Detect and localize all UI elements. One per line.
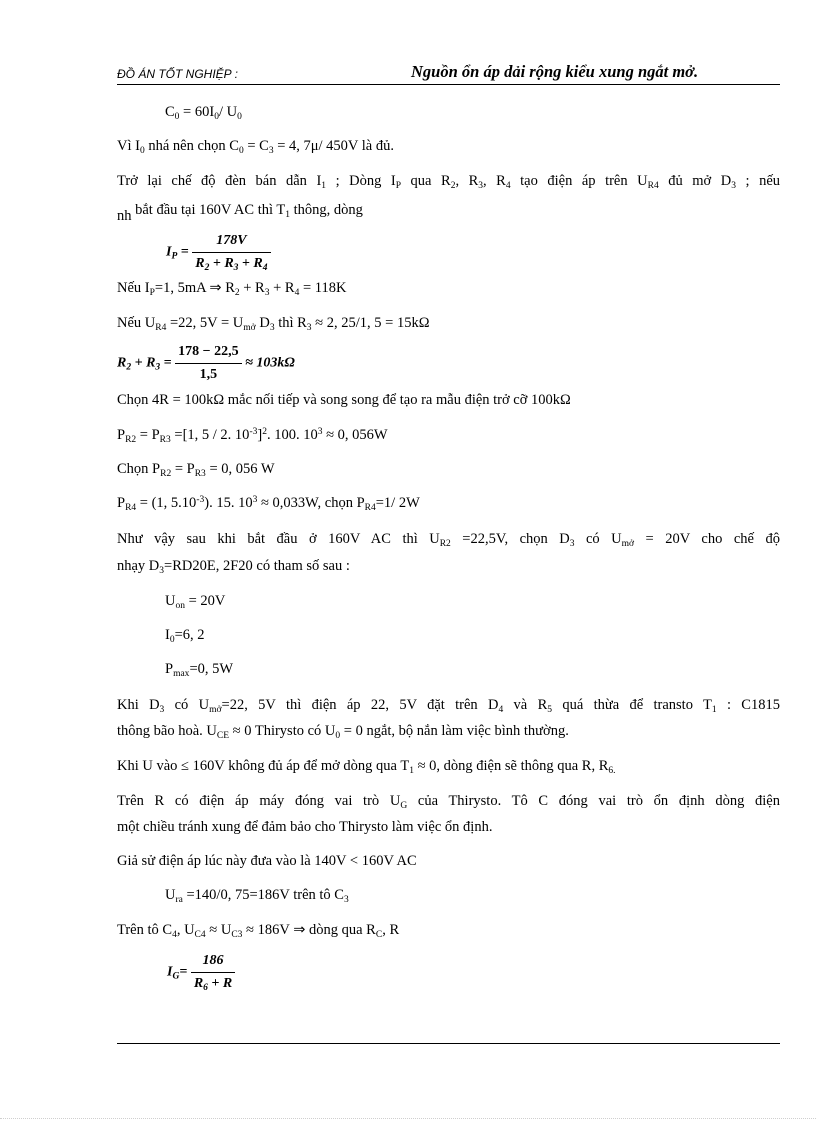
line-ur4: Nếu $U_{R4} =22$, $5V = U_{mở}$ $D_3$ thì $R_3 \approx 2$, 25/1, 5 = 15kΩ — [117, 315, 430, 333]
param-i0: $I_0=6$, 2 — [165, 627, 205, 645]
line-c0-formula: $C_0 = 60I_0/$ $U_0$ — [165, 104, 242, 122]
param-pmax: $P_{max}=0$, 5W — [165, 661, 234, 679]
line-pr2-calc: $P_{R2} = P_{R3} =[1$, 5 / 2. $10^{-3}]^2$. 100. $10^3 \approx 0$, 056W — [117, 427, 388, 445]
line-below-160v: Khi U vào ≤ 160V không đủ áp để mở dòng qua $T_1 \approx 0$, dòng điện sẽ thông qua R, $R_{6.}$ — [117, 758, 616, 776]
line-transistor-mode: Trở lại chế độ đèn bán dẫn $I_1$ ; Dòng $I_P$ qua $R_2$, $R_3$, $R_4$ tạo điện áp trên $U_{R4}$ đủ mở $D_3$ ; nếu — [117, 173, 781, 191]
line-d3-open: Khi $D_3$ có $U_{mở}=22$, 5V thì điện áp 22, 5V đặt trên $D_4$ và $R_5$ quá thừa để transto $T_1$ : C1815 — [117, 697, 780, 715]
line-ip-resistors: Nếu $I_P=1$, 5mA ⇒ $R_2 + R_3 + R_4 = 118K$ — [117, 280, 347, 298]
page-edge-dots — [0, 1118, 816, 1119]
line-choose-4r: Chọn 4R = 100kΩ mắc nối tiếp và song song để tạo ra mẫu điện trở cỡ 100kΩ — [117, 392, 571, 408]
line-c4: Trên tô $C_4$, $U_{C4} \approx U_{C3} \approx 186V$ ⇒ dòng qua $R_C$, R — [117, 922, 400, 940]
formula-ig: $I_G=$ $\frac{186}{R_6 + R}$ — [167, 952, 235, 993]
formula-ip: $I_P$ = $\frac{178V}{R_2 + R_3 + R_4}$ — [166, 232, 271, 273]
line-capacitor-choice: Vì $I_0$ nhá nên chọn $C_0 = C_3 = 4$, 7μ/ 450V là đủ. — [117, 138, 394, 156]
line-d3-model: nhạy $D_3=RD20E$, 2F20 có tham số sau : — [117, 558, 350, 576]
line-thyristor-gate: Trên R có điện áp máy đóng vai trò $U_G$ của Thirysto. Tô C đóng vai trò ổn định dòng điện — [117, 793, 780, 811]
header-right: Nguồn ổn áp dải rộng kiểu xung ngắt mở. — [411, 62, 699, 81]
line-pr4: $P_{R4} = (1$, $5.10^{-3}$). 15. $10^3 \approx 0,033W$, chọn $P_{R4}=1/$ 2W — [117, 495, 420, 513]
param-uon: $U_{on} = 20V$ — [165, 593, 226, 611]
page-header — [117, 62, 780, 85]
footer-rule — [117, 1043, 780, 1044]
line-thyristor-stable: một chiều tránh xung để đảm bảo cho Thirysto làm việc ổn định. — [117, 819, 493, 835]
line-start-160v: nh bắt đầu tại 160V AC thì $T_1$ thông, dòng — [117, 202, 363, 224]
line-d3-choice: Như vậy sau khi bắt đầu ở 160V AC thì $U_{R2} =22,5V$, chọn $D_3$ có $U_{mở} = 20V$ cho chế độ — [117, 531, 780, 549]
line-ura: $U_{ra} =140/0$, 75=186V trên tô $C_3$ — [165, 887, 349, 905]
line-saturation: thông bão hoà. $U_{CE} \approx 0$ Thirysto có $U_0 = 0$ ngắt, bộ nắn làm việc bình thường. — [117, 723, 569, 741]
line-assume-140v: Giả sử điện áp lúc này đưa vào là 140V < 160V AC — [117, 853, 417, 869]
formula-r2-r3: $R_2 + R_3$ = $\frac{178 - 22,5}{1,5}$ ≈ 103kΩ — [117, 344, 295, 382]
line-choose-pr2: Chọn $P_{R2} = P_{R3} = 0$, 056 W — [117, 461, 275, 479]
header-left: ĐỒ ÁN TỐT NGHIỆP : — [117, 67, 238, 81]
